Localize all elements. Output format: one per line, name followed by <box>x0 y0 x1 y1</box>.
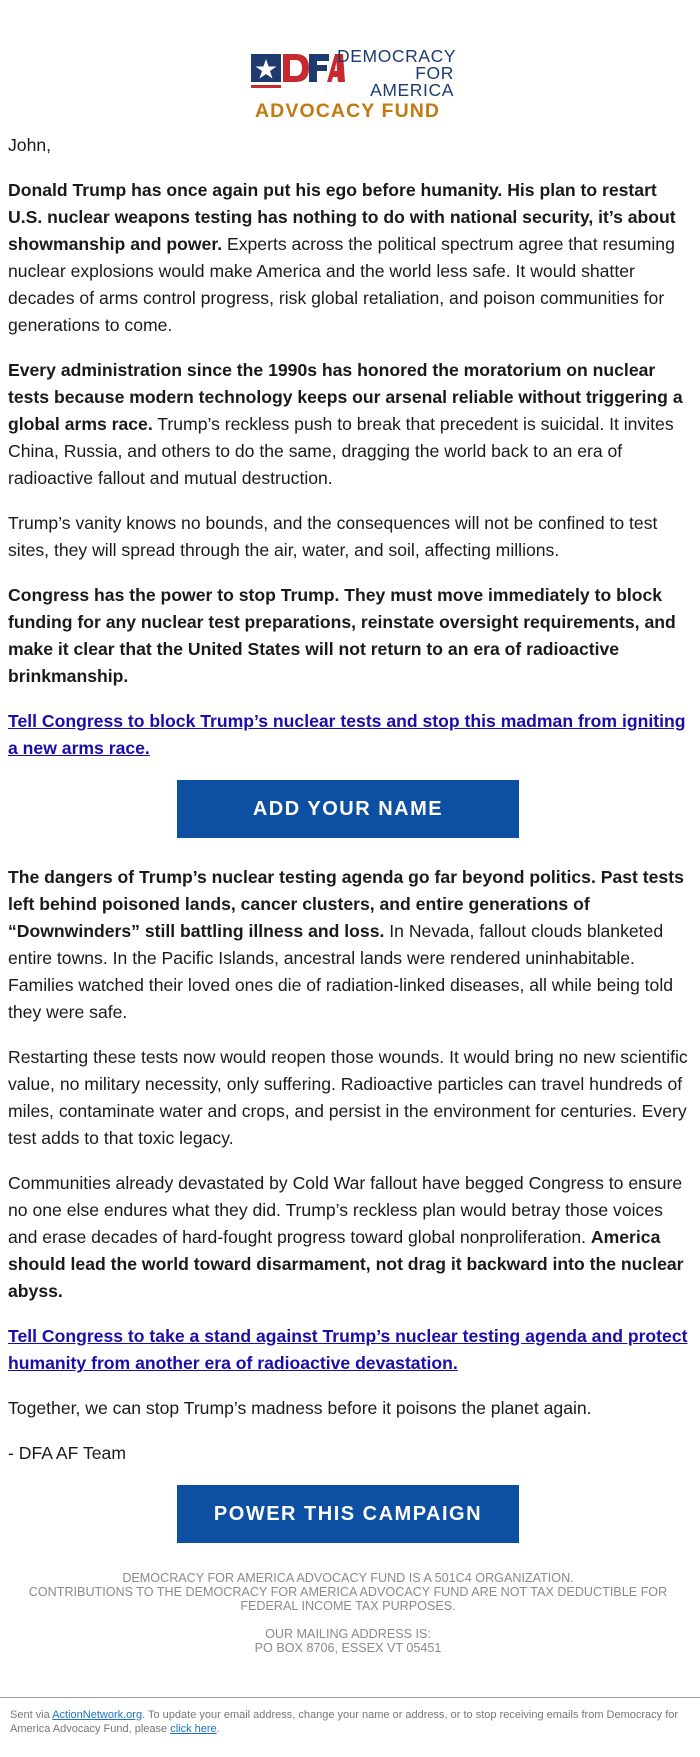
paragraph-6: Restarting these tests now would reopen those wounds. It would bring no new scientific value, no military necessity, only suffering. Radioactive particles can travel hundreds of miles, contaminate water and crops, and persist in the environment for centuries. Every test adds to that toxic legacy. <box>8 1047 688 1148</box>
footer-mailing-address: PO BOX 8706, ESSEX VT 05451 <box>254 1641 442 1655</box>
paragraph-4-bold: Congress has the power to stop Trump. They must move immediately to block funding for any nuclear test preparations, reinstate oversight requirements, and make it clear that the United States will not return to an era of radioactive brinkmanship. <box>8 585 676 686</box>
paragraph-7-text: Communities already devastated by Cold War fallout have begged Congress to ensure no one else endures what they did. Trump’s reckless plan would betray those voices and erase decades of hard-fought progress toward global nonproliferation. <box>8 1173 683 1247</box>
signature: - DFA AF Team <box>8 1443 126 1463</box>
add-name-button-row <box>8 780 688 838</box>
paragraph-2-text: Trump’s reckless push to break that precedent is suicidal. It invites China, Russia, and others to do the same, dragging the world back to an era of radioactive fallout and mutual destruction. <box>8 414 674 488</box>
paragraph-5 <box>8 864 688 1026</box>
salutation: John, <box>8 135 52 155</box>
add-your-name-button[interactable]: ADD YOUR NAME <box>177 780 519 838</box>
dfa-logo-mark-icon <box>251 51 345 103</box>
footer-tax-line: CONTRIBUTIONS TO THE DEMOCRACY FOR AMERICA ADVOCACY FUND ARE NOT TAX DEDUCTIBLE FOR FEDERAL INCOME TAX PURPOSES. <box>28 1585 668 1613</box>
paragraph-7 <box>8 1170 688 1305</box>
paragraph-3: Trump’s vanity knows no bounds, and the consequences will not be confined to test sites, they will spread through the air, water, and soil, affecting millions. <box>8 513 658 560</box>
paragraph-1 <box>8 177 688 339</box>
action-network-link[interactable]: ActionNetwork.org <box>52 1709 143 1721</box>
power-this-campaign-button[interactable]: POWER THIS CAMPAIGN <box>177 1485 519 1543</box>
logo-line-advocacy-fund: ADVOCACY FUND <box>255 100 441 122</box>
footer-disclaimer <box>8 1571 688 1655</box>
click-here-link[interactable]: click here <box>170 1723 217 1735</box>
paragraph-5-bold: The dangers of Trump’s nuclear testing agenda go far beyond politics. Past tests left behind poisoned lands, cancer clusters, and entire generations of “Downwinders” still battling illness and loss. <box>8 867 684 941</box>
power-campaign-button-row <box>8 1485 688 1543</box>
paragraph-8: Together, we can stop Trump’s madness before it poisons the planet again. <box>8 1398 592 1418</box>
unsubscribe-text: Sent via ActionNetwork.org. To update your email address, change your name or address, or to stop receiving emails from Democracy for America Advocacy Fund, please click here. <box>10 1709 679 1735</box>
dfa-logo <box>8 0 688 132</box>
unsubscribe-bar <box>0 1697 700 1736</box>
logo-line-for-america: FOR AMERICA <box>370 63 454 100</box>
footer-org-line: DEMOCRACY FOR AMERICA ADVOCACY FUND IS A 501C4 ORGANIZATION. <box>122 1571 574 1585</box>
link-paragraph-2 <box>8 1323 688 1377</box>
paragraph-2 <box>8 357 688 492</box>
logo-line-democracy: DEMOCRACY <box>337 46 457 66</box>
paragraph-4 <box>8 582 688 690</box>
paragraph-1-bold: Donald Trump has once again put his ego before humanity. His plan to restart U.S. nuclear weapons testing has nothing to do with national security, it’s about showmanship and power. <box>8 180 676 254</box>
dfa-logo-text <box>255 46 517 122</box>
take-a-stand-link[interactable]: Tell Congress to take a stand against Trump’s nuclear testing agenda and protect humanity from another era of radioactive devastation. <box>8 1326 688 1373</box>
paragraph-1-text: Experts across the political spectrum agree that resuming nuclear explosions would make America and the world less safe. It would shatter decades of arms control progress, risk global retaliation, and poison communities for generations to come. <box>8 234 675 335</box>
block-tests-link[interactable]: Tell Congress to block Trump’s nuclear tests and stop this madman from igniting a new arms race. <box>8 711 686 758</box>
email-body <box>8 0 688 1655</box>
link-paragraph-1 <box>8 708 688 762</box>
paragraph-5-text: In Nevada, fallout clouds blanketed entire towns. In the Pacific Islands, ancestral lands were rendered uninhabitable. Families watched their loved ones die of radiation-linked diseases, all while being told they were safe. <box>8 921 674 1022</box>
paragraph-7-bold: America should lead the world toward disarmament, not drag it backward into the nuclear abyss. <box>8 1227 684 1301</box>
footer-mailing-label: OUR MAILING ADDRESS IS: <box>265 1627 431 1641</box>
paragraph-2-bold: Every administration since the 1990s has honored the moratorium on nuclear tests because modern technology keeps our arsenal reliable without triggering a global arms race. <box>8 360 683 434</box>
